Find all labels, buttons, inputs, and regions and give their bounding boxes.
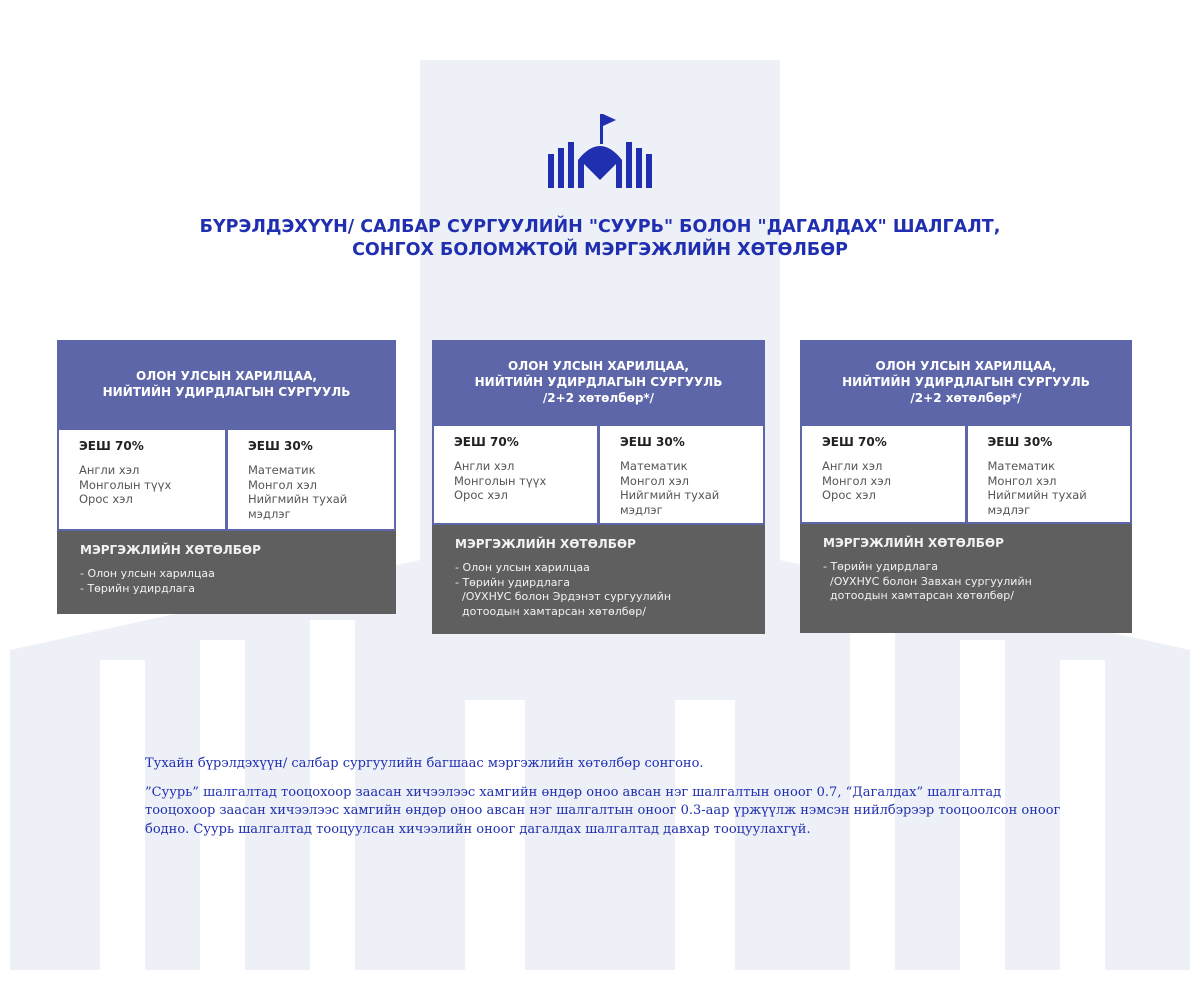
card-header <box>57 340 396 428</box>
program-item: - Төрийн удирдлага <box>80 581 196 595</box>
program-item: /ОУХНУС болон Завхан сургуулийн <box>823 574 1032 588</box>
base-exam-column <box>434 426 597 523</box>
program-item: дотоодын хамтарсан хөтөлбөр/ <box>823 589 1014 602</box>
program-item: дотоодын хамтарсан хөтөлбөр/ <box>455 604 646 618</box>
card-header-line: /2+2 хөтөлбөр*/ <box>542 391 655 405</box>
exam-columns <box>800 424 1132 524</box>
exam-columns <box>432 424 765 525</box>
subject-item: мэдлэг <box>248 506 291 521</box>
secondary-exam-column <box>968 426 1131 522</box>
subject-item: Монгол хэл <box>620 473 690 488</box>
subject-item: мэдлэг <box>987 502 1031 517</box>
exam-columns <box>57 428 396 531</box>
base-exam-column <box>802 426 965 522</box>
subject-item: Англи хэл <box>454 459 515 473</box>
base-exam-label: ЭЕШ 70% <box>79 439 144 453</box>
card-header-line: НИЙТИЙН УДИРДЛАГЫН СУРГУУЛЬ <box>842 375 1090 389</box>
subject-item: Монголын түүх <box>454 473 547 488</box>
base-exam-label: ЭЕШ 70% <box>822 435 887 449</box>
subject-item: Орос хэл <box>79 492 133 506</box>
title-line-2: СОНГОХ БОЛОМЖТОЙ МЭРГЭЖЛИЙН ХӨТӨЛБӨР <box>352 240 848 260</box>
title-line-1: БҮРЭЛДЭХҮҮН/ САЛБАР СУРГУУЛИЙН "СУУРЬ" БОЛОН "ДАГАЛДАХ" ШАЛГАЛТ, <box>199 217 1001 237</box>
subject-item: Англи хэл <box>79 463 140 477</box>
program-card-3 <box>800 340 1132 633</box>
notes <box>145 755 1065 849</box>
secondary-exam-column <box>228 430 394 529</box>
secondary-exam-column <box>600 426 763 523</box>
subject-item: мэдлэг <box>620 502 663 517</box>
subject-item: Математик <box>248 463 316 477</box>
subject-item: Монгол хэл <box>248 477 318 492</box>
card-header-line: ОЛОН УЛСЫН ХАРИЛЦАА, <box>136 369 317 383</box>
subject-item: Нийгмийн тухай <box>620 488 720 502</box>
card-header-line: НИЙТИЙН УДИРДЛАГЫН СУРГУУЛЬ <box>474 375 723 389</box>
program-card-1 <box>57 340 396 614</box>
card-header-line: НИЙТИЙН УДИРДЛАГЫН СУРГУУЛЬ <box>102 385 351 399</box>
card-header <box>432 340 765 424</box>
card-header-line: ОЛОН УЛСЫН ХАРИЛЦАА, <box>508 359 689 373</box>
subject-item: Нийгмийн тухай <box>248 492 348 506</box>
secondary-exam-label: ЭЕШ 30% <box>987 435 1053 449</box>
programs-label: МЭРГЭЖЛИЙН ХӨТӨЛБӨР <box>80 543 261 557</box>
subject-item: Математик <box>987 459 1056 473</box>
subject-item: Англи хэл <box>822 459 883 473</box>
card-header <box>800 340 1132 424</box>
card-footer <box>432 525 765 634</box>
programs-label: МЭРГЭЖЛИЙН ХӨТӨЛБӨР <box>823 536 1004 550</box>
program-item: - Төрийн удирдлага <box>455 575 571 589</box>
programs-label: МЭРГЭЖЛИЙН ХӨТӨЛБӨР <box>455 537 636 551</box>
subject-item: Монголын түүх <box>79 477 172 492</box>
base-exam-column <box>59 430 225 529</box>
program-card-2 <box>432 340 765 634</box>
university-logo <box>546 110 654 190</box>
base-exam-label: ЭЕШ 70% <box>454 435 519 449</box>
card-footer <box>57 531 396 614</box>
program-item: - Төрийн удирдлага <box>823 560 939 573</box>
program-item: /ОУХНУС болон Эрдэнэт сургуулийн <box>455 590 672 603</box>
program-item: - Олон улсын харилцаа <box>80 567 215 580</box>
note-paragraph-1: Тухайн бүрэлдэхүүн/ салбар сургуулийн багшаас мэргэжлийн хөтөлбөр сонгоно. <box>145 756 704 771</box>
subject-item: Орос хэл <box>454 488 508 502</box>
card-footer <box>800 524 1132 633</box>
secondary-exam-label: ЭЕШ 30% <box>248 439 313 453</box>
subject-item: Математик <box>620 459 688 473</box>
note-paragraph-2: ”Суурь” шалгалтад тооцохоор заасан хичээлээс хамгийн өндөр оноо авсан нэг шалгалтын оноог 0.7, “Дагалдах” шалгалтад тооцохоор заасан хичээлээс хамгийн өндөр оноо авсан нэг шалгалтын оноог 0.3-аар үржүүлж нэмсэн нийлбэрээр тооцоолсон оноог бодно. Суурь шалгалтад тооцуулсан хичээлийн оноог дагалдах шалгалтад давхар тооцуулахгүй. <box>145 784 1061 837</box>
page-title <box>100 216 1100 262</box>
program-item: - Олон улсын харилцаа <box>455 561 590 574</box>
subject-item: Нийгмийн тухай <box>987 488 1087 502</box>
card-header-line: ОЛОН УЛСЫН ХАРИЛЦАА, <box>875 359 1057 373</box>
card-header-line: /2+2 хөтөлбөр*/ <box>910 391 1022 405</box>
subject-item: Монгол хэл <box>987 473 1057 488</box>
subject-item: Монгол хэл <box>822 473 892 488</box>
secondary-exam-label: ЭЕШ 30% <box>620 435 685 449</box>
subject-item: Орос хэл <box>822 488 876 502</box>
